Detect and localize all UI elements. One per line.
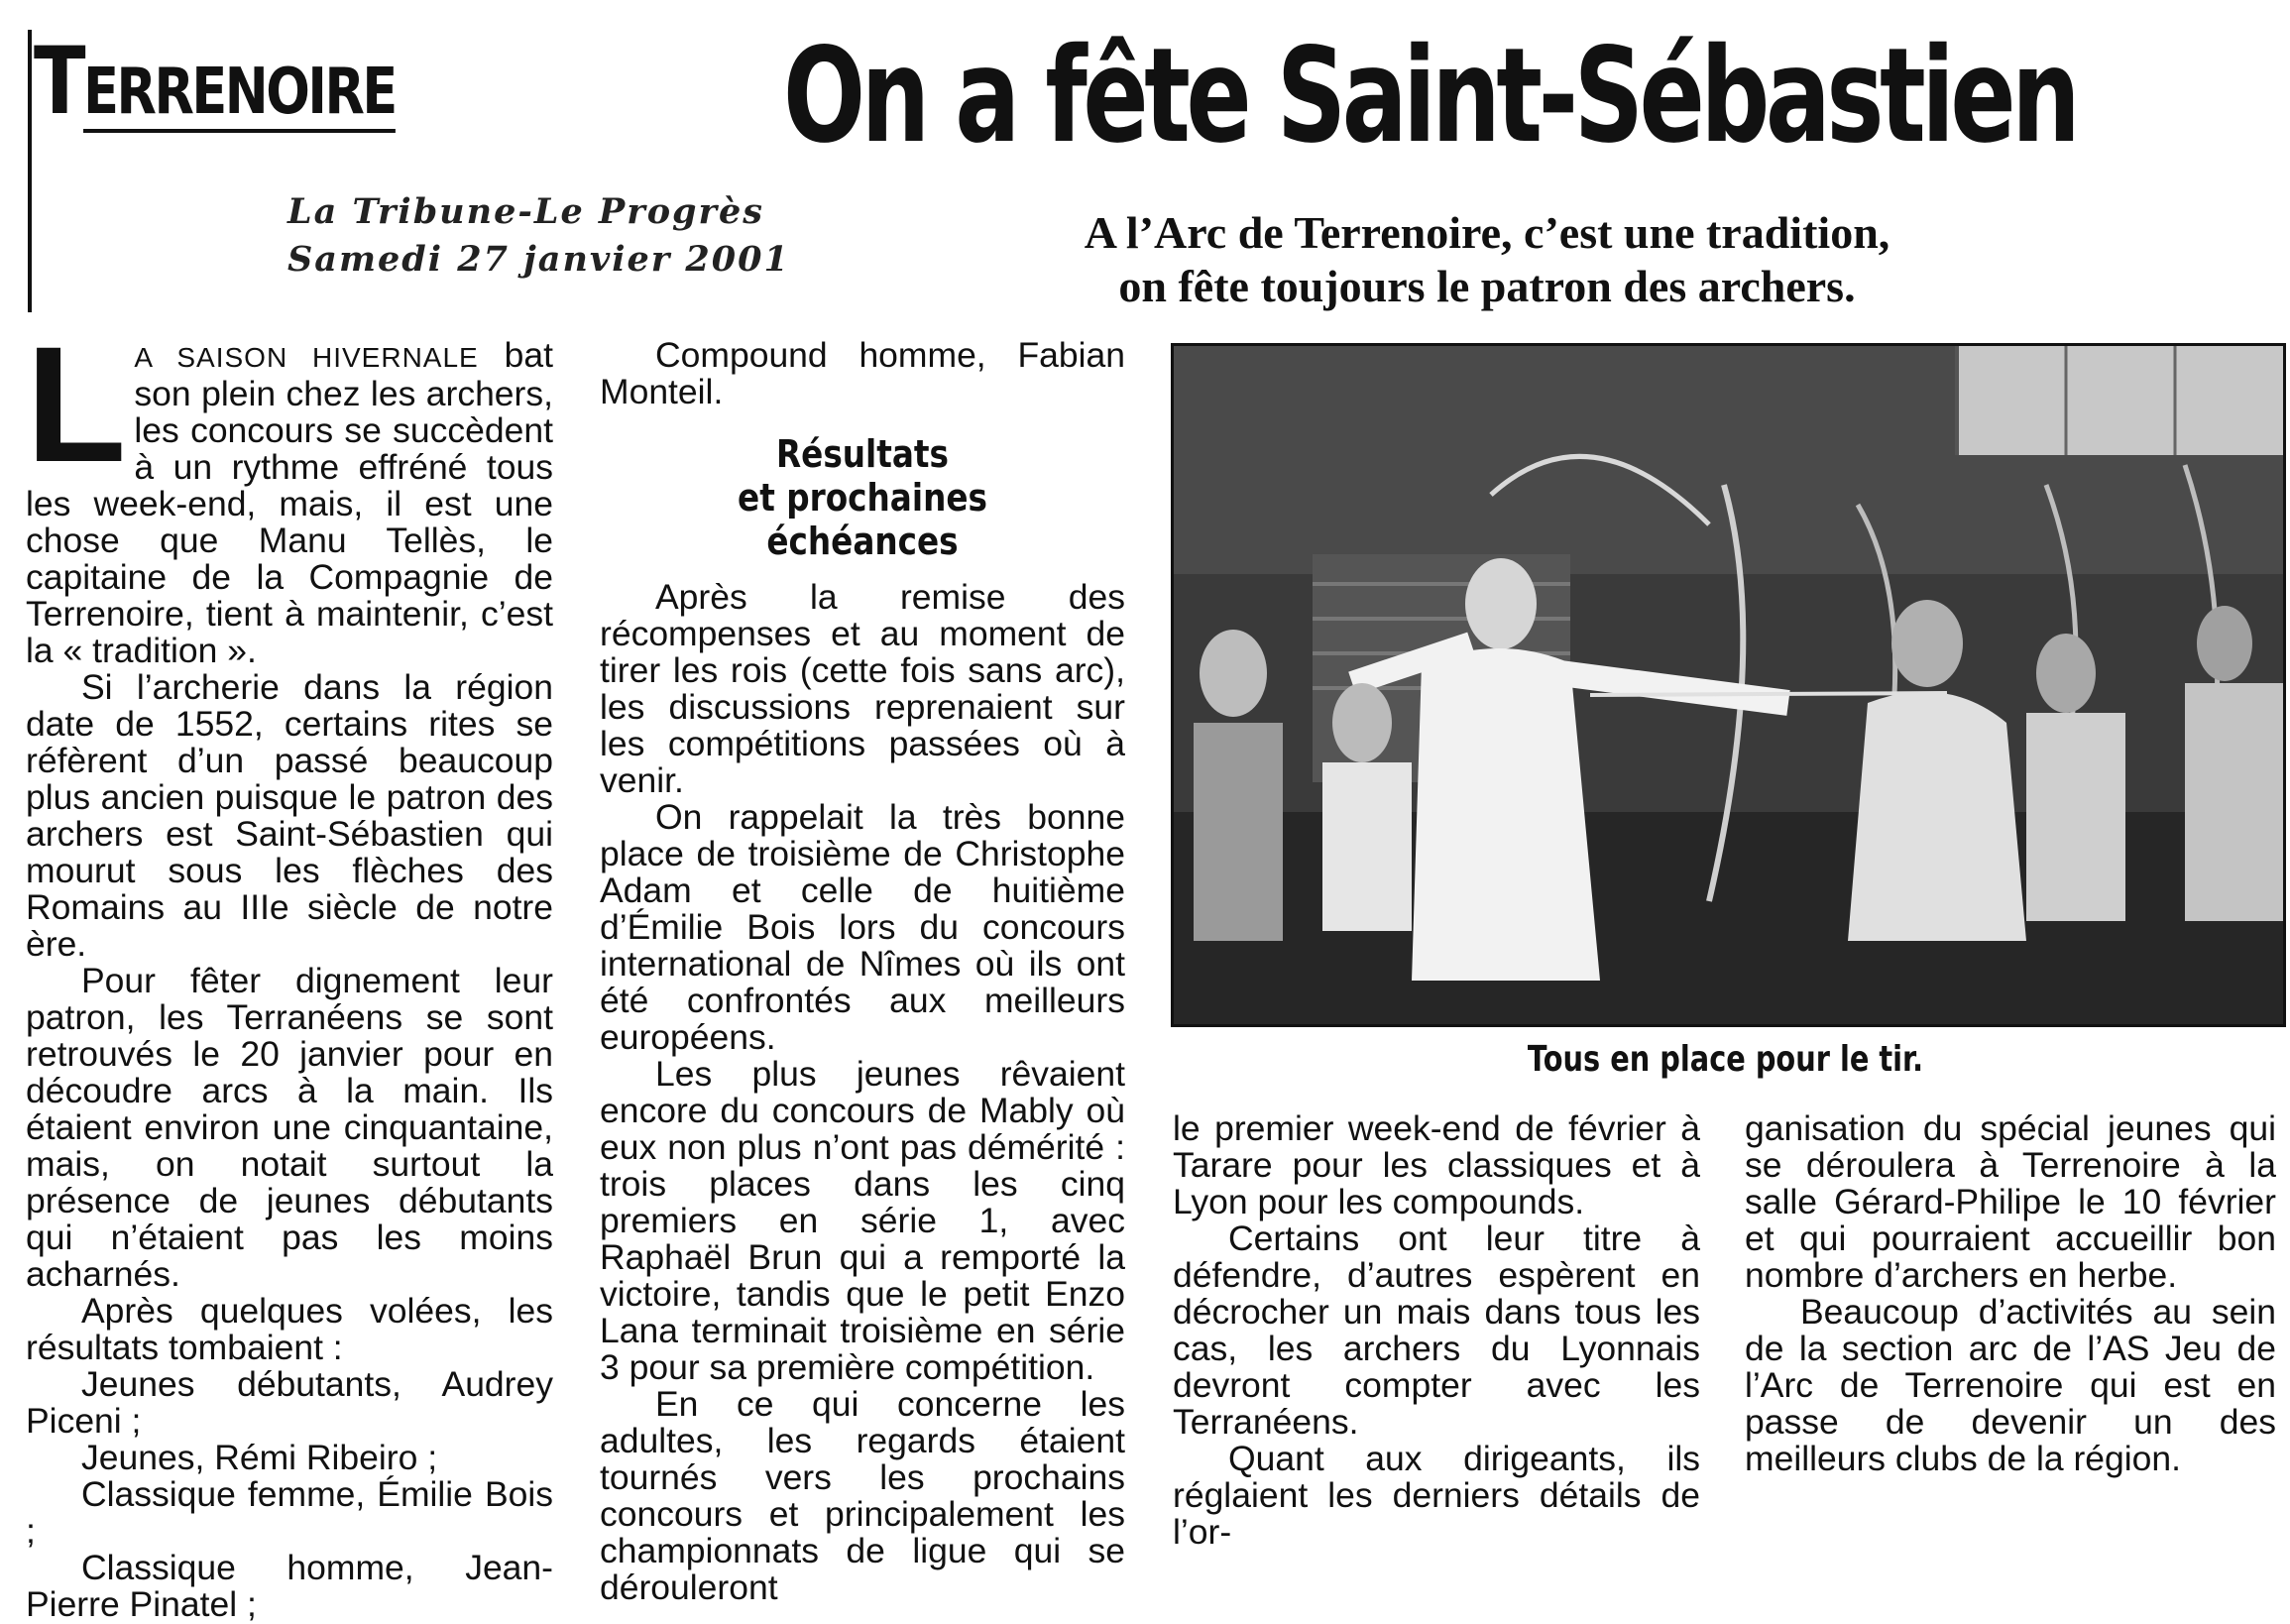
paragraph: ganisation du spécial jeunes qui se déroulera à Terrenoire à la salle Gérard-Philipe le 10 février et qui pourraient accueillir bon nombre d’archers en herbe.: [1745, 1108, 2276, 1295]
paragraph: Certains ont leur titre à défendre, d’autres espèrent en décrocher un mais dans tous les cas, les archers du Lyonnais devront compter avec les Terranéens.: [1173, 1218, 1700, 1442]
result-item: Classique femme, Émilie Bois ;: [26, 1474, 553, 1551]
page-title: On a fête Saint-Sébastien: [783, 20, 2077, 173]
section-rubric: [34, 28, 396, 136]
paragraph: Les plus jeunes rêvaient encore du concours de Mably où eux non plus n’ont pas démérité : trois places dans les cinq premiers en série 1, avec Raphaël Brun qui a remporté la victoire, tandis que le petit Enzo Lana terminait troisième en série 3 pour sa première compétition.: [600, 1054, 1125, 1387]
drop-cap: L: [26, 313, 127, 497]
section-heading-line-2: et prochaines échéances: [738, 476, 987, 563]
result-item: Classique homme, Jean-Pierre Pinatel ;: [26, 1548, 553, 1624]
paragraph: le premier week-end de février à Tarare pour les classiques et à Lyon pour les compounds.: [1173, 1108, 1700, 1221]
article-column-3: [1173, 1110, 1700, 1551]
paragraph: Quant aux dirigeants, ils réglaient les derniers détails de l’or-: [1173, 1439, 1700, 1552]
lead-in-caps: A SAISON HIVERNALE: [134, 342, 479, 373]
column-rule: [28, 30, 32, 312]
result-item: Jeunes débutants, Audrey Piceni ;: [26, 1364, 553, 1441]
paragraph: En ce qui concerne les adultes, les regards étaient tournés vers les prochains concours et principalement les championnats de ligue qui se dérouleront: [600, 1384, 1125, 1607]
paragraph: Beaucoup d’activités au sein de la section arc de l’AS Jeu de l’Arc de Terrenoire qui est en passe de devenir un des meilleurs clubs de la région.: [1745, 1292, 2276, 1478]
paragraph: On rappelait la très bonne place de troisième de Christophe Adam et celle de huitième d’Émilie Bois lors du concours international de Nîmes où ils ont été confrontés aux meilleurs européens.: [600, 797, 1125, 1057]
paragraph: Après la remise des récompenses et au moment de tirer les rois (cette fois sans arc), les discussions reprenaient sur les compétitions passées où à venir.: [600, 577, 1125, 800]
article-column-1: [26, 313, 553, 1624]
lead-paragraph: [26, 313, 553, 670]
rubric-initial: T: [34, 28, 84, 136]
paragraph: Après quelques volées, les résultats tombaient :: [26, 1291, 553, 1367]
archers-photo: [1171, 343, 2286, 1027]
article-subheadline: [912, 206, 2062, 313]
rubric-rest: ERRENOIRE: [83, 56, 396, 133]
section-heading-line-1: Résultats: [775, 432, 949, 476]
result-item: Jeunes, Rémi Ribeiro ;: [81, 1438, 438, 1477]
masthead-source: [287, 188, 790, 284]
subhead-line-1: A l’Arc de Terrenoire, c’est une tradition,: [1084, 207, 1890, 258]
newspaper-name: La Tribune-Le Progrès: [287, 191, 764, 232]
section-heading: [636, 432, 1088, 563]
lead-text: bat son plein chez les archers, les concours se succèdent à un rythme effréné tous les week-end, mais, il est une chose que Manu Tellès, le capitaine de la Compagnie de Terrenoire, tient à maintenir, c’est la « tradition ».: [26, 335, 553, 670]
article-column-4: [1745, 1110, 2276, 1477]
subhead-line-2: on fête toujours le patron des archers.: [1118, 261, 1856, 311]
archers-photo-image: [1174, 346, 2283, 1024]
paragraph: Si l’archerie dans la région date de 1552, certains rites se réfèrent d’un passé beaucoup plus ancien puisque le patron des archers est Saint-Sébastien qui mourut sous les flèches des Romains au IIIe siècle de notre ère.: [26, 667, 553, 964]
article-column-2: [600, 337, 1125, 1606]
photo-caption: Tous en place pour le tir.: [1527, 1039, 1924, 1080]
publication-date: Samedi 27 janvier 2001: [287, 239, 790, 280]
result-item: Compound homme, Fabian Monteil.: [600, 335, 1125, 411]
paragraph: Pour fêter dignement leur patron, les Terranéens se sont retrouvés le 20 janvier pour en découdre arcs à la main. Ils étaient environ une cinquantaine, mais, on notait surtout la présence de jeunes débutants qui n’étaient pas les moins acharnés.: [26, 961, 553, 1294]
